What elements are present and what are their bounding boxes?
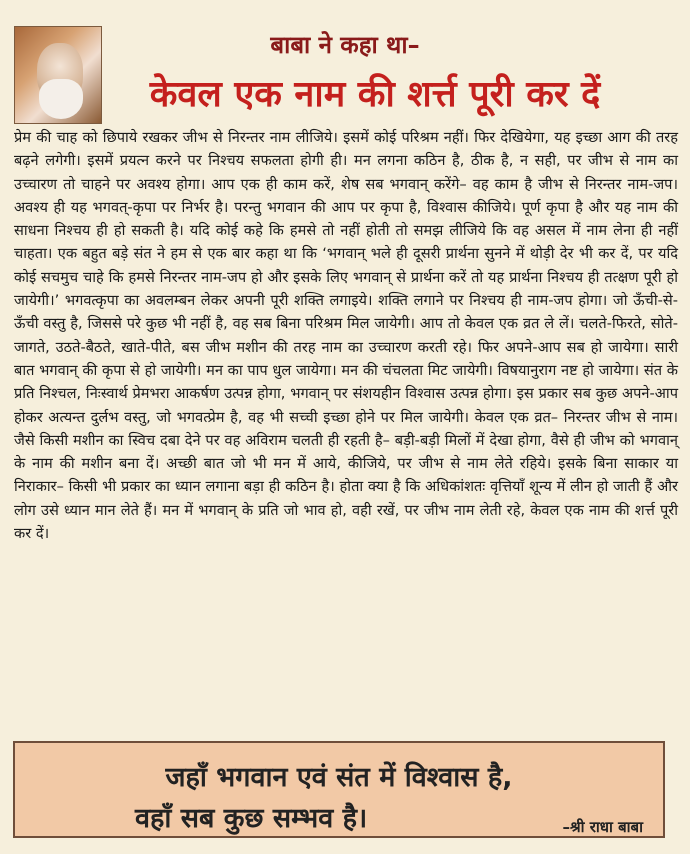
quote-box	[13, 741, 665, 838]
header	[0, 0, 690, 120]
article-body: प्रेम की चाह को छिपाये रखकर जीभ से निरन्तर नाम लीजिये। इसमें कोई परिश्रम नहीं। फिर देखियेगा, यह इच्छा आग की तरह बढ़ने लगेगी। इसमें प्रयत्न करने पर निश्चय सफलता होगी ही। मन लगना कठिन है, ठीक है, न सही, पर जीभ से नाम का उच्चारण तो चाहने पर अवश्य होगा। आप एक ही काम करें, शेष सब भगवान् करेंगे– वह काम है जीभ से निरन्तर नाम-जप। अवश्य ही यह भगवत्-कृपा पर निर्भर है। परन्तु भगवान की आप पर कृपा है, विश्वास कीजिये। पूर्ण कृपा है और यह नाम की साधना निश्चय ही हो सकती है। यदि कोई कहे कि हमसे तो नहीं होती तो समझ लीजिये कि वह असल में नाम लेना ही नहीं चाहता। एक बहुत बड़े संत ने हम से एक बार कहा था कि ‘भगवान् भले ही दूसरी प्रार्थना सुनने में थोड़ी देर भी कर दें, पर यदि कोई सचमुच चाहे कि हमसे निरन्तर नाम-जप हो और इसके लिए भगवान् से प्रार्थना करें तो यह प्रार्थना निश्चय ही तत्क्षण पूरी हो जायेगी।’ भगवत्कृपा का अवलम्बन लेकर अपनी पूरी शक्ति लगाइये। शक्ति लगाने पर निश्चय ही नाम-जप होगा। जो ऊँची-से-ऊँची वस्तु है, जिससे परे कुछ भी नहीं है, वह सब बिना परिश्रम मिल जायेगी। आप तो केवल एक व्रत ले लें। चलते-फिरते, सोते-जागते, उठते-बैठते, खाते-पीते, बस जीभ मशीन की तरह नाम का उच्चारण करती रहे। फिर अपने-आप सब हो जायेगा। सारी बात भगवान् की कृपा से हो जायेगी। मन का पाप धुल जायेगा। मन की चंचलता मिट जायेगी। विषयानुराग नष्ट हो जायेगा। संत के प्रति निश्चल, निःस्वार्थ प्रेमभरा आकर्षण उत्पन्न होगा, भगवान् पर संशयहीन विश्वास उत्पन्न होगा। इस प्रकार सब कुछ अपने-आप होकर अत्यन्त दुर्लभ वस्तु, जो भगवत्प्रेम है, वह भी सच्ची इच्छा होने पर मिल जायेगी। केवल एक व्रत– निरन्तर जीभ से नाम। जैसे किसी मशीन का स्विच दबा देने पर वह अविराम चलती ही रहती है– बड़ी-बड़ी मिलों में देखा होगा, वैसे ही जीभ को भगवान् के नाम की मशीन बना दें। अच्छी बात जो भी मन में आये, कीजिये, पर जीभ से नाम लेते रहिये। इसके बिना साकार या निराकार– किसी भी प्रकार का ध्यान लगाना बड़ा ही कठिन है। होता क्या है कि अधिकांशतः वृत्तियाँ शून्य में लीन हो जाती हैं और लोग उसे ध्यान मान लेते हैं। मन में भगवान् के प्रति जो भाव हो, वही रखें, पर जीभ नाम लेती रहे, केवल एक नाम की शर्त्त पूरी कर दें।	[14, 129, 678, 543]
header-kicker: बाबा ने कहा था–	[270, 31, 420, 59]
quote-author: –श्री राधा बाबा	[562, 818, 643, 836]
page-title: केवल एक नाम की शर्त्त पूरी कर दें	[149, 74, 601, 115]
quote-line-1: जहाँ भगवान एवं संत में विश्वास है,	[165, 762, 513, 793]
quote-line-2: वहाँ सब कुछ सम्भव है।	[135, 803, 368, 834]
